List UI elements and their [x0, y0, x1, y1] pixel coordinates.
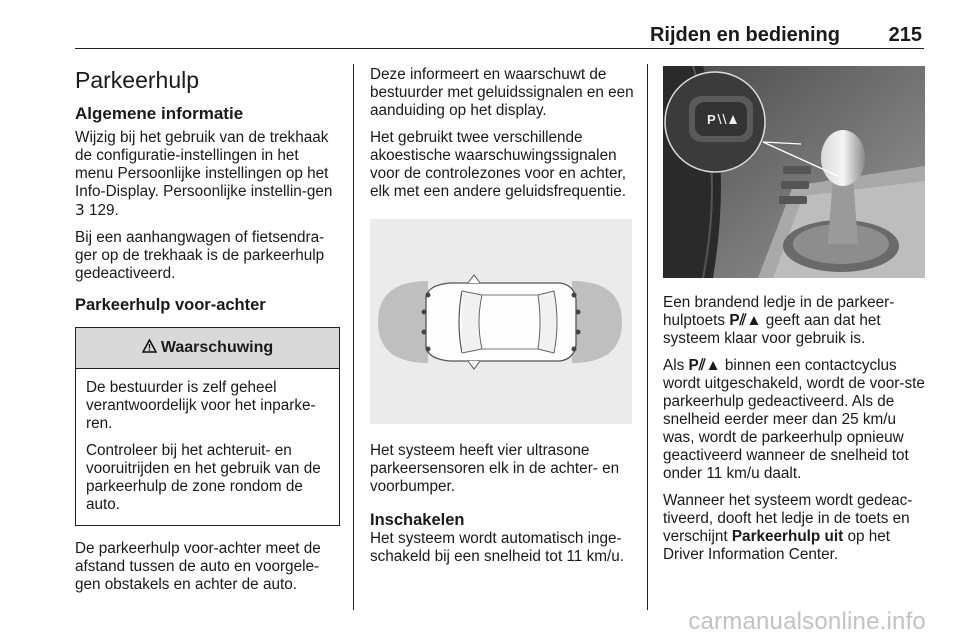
warning-title: Waarschuwing [160, 339, 274, 356]
parking-assist-icon: P⫽▲ [688, 357, 721, 374]
page-ref-link[interactable]: 129. [88, 202, 119, 219]
watermark: carmanualsonline.info [688, 608, 926, 635]
chapter-title: Rijden en bediening [649, 24, 840, 46]
warning-header [76, 328, 339, 369]
subsection-title: Algemene informatie [75, 104, 244, 123]
paragraph: Wijzig bij het gebruik van de trekhaak de configuratie-instellingen in het menu Persoonlijke instellingen op het Info-Display. Persoonlijke instellin-gen 3 129. [75, 129, 333, 219]
svg-text:P: P [707, 112, 716, 127]
column-divider-1 [353, 64, 354, 610]
page-number: 215 [888, 24, 922, 46]
paragraph: Een brandend ledje in de parkeer-hulptoets P⫽▲ geeft aan dat het systeem klaar voor gebruik is. [663, 294, 895, 347]
page-header [0, 0, 960, 52]
car-top-view-illustration [370, 219, 632, 424]
center-console-illustration [663, 66, 925, 278]
dashboard-button-figure [663, 66, 925, 278]
column-divider-2 [647, 64, 648, 610]
warning-paragraph: Controleer bij het achteruit- en vooruitrijden en het gebruik van de parkeerhulp de zone rondom de auto. [86, 442, 321, 513]
paragraph: De parkeerhulp voor-achter meet de afstand tussen de auto en voorgele-gen obstakels en achter de auto. [75, 540, 321, 593]
parking-sensor-figure [370, 219, 632, 424]
column-2 [370, 66, 635, 575]
warning-box [75, 327, 340, 526]
paragraph: Het gebruikt twee verschillende akoestische waarschuwingssignalen voor de controlezones voor en achter, elk met een andere geluidsfrequentie. [370, 129, 626, 200]
column-1 [75, 66, 340, 603]
paragraph: Het systeem heeft vier ultrasone parkeersensoren elk in de achter- en voorbumper. [370, 442, 620, 495]
paragraph: Als P⫽▲ binnen een contactcyclus wordt uitgeschakeld, wordt de voor-ste parkeerhulp gedeactiveerd. Als de snelheid eerder meer dan 25 km/u was, wordt de parkeerhulp opnieuw geactiveerd wanneer de snelheid tot onder 11 km/u daalt. [663, 357, 925, 482]
paragraph: Deze informeert en waarschuwt de bestuurder met geluidssignalen en een aanduiding op het display. [370, 66, 634, 119]
header-rule [75, 48, 924, 49]
parking-assist-icon: P⫽▲ [729, 312, 762, 329]
column-3 [663, 66, 928, 573]
paragraph: Wanneer het systeem wordt gedeac-tiveerd, dooft het ledje in de toets en verschijnt Parkeerhulp uit op het Driver Information Center. [663, 492, 913, 563]
page-ref-arrow-icon: 3 [75, 201, 85, 219]
display-message: Parkeerhulp uit [731, 528, 844, 545]
subsection-title: Parkeerhulp voor-achter [75, 296, 266, 314]
subsection-title: Inschakelen [370, 511, 465, 529]
warning-paragraph: De bestuurder is zelf geheel verantwoordelijk voor het inparke-ren. [86, 379, 316, 432]
paragraph: Het systeem wordt automatisch inge-schakeld bij een snelheid tot 11 km/u. [370, 530, 624, 565]
warning-triangle-icon [142, 339, 157, 358]
section-title: Parkeerhulp [75, 67, 200, 93]
paragraph: Bij een aanhangwagen of fietsendra-ger op de trekhaak is de parkeerhulp gedeactiveerd. [75, 229, 325, 282]
